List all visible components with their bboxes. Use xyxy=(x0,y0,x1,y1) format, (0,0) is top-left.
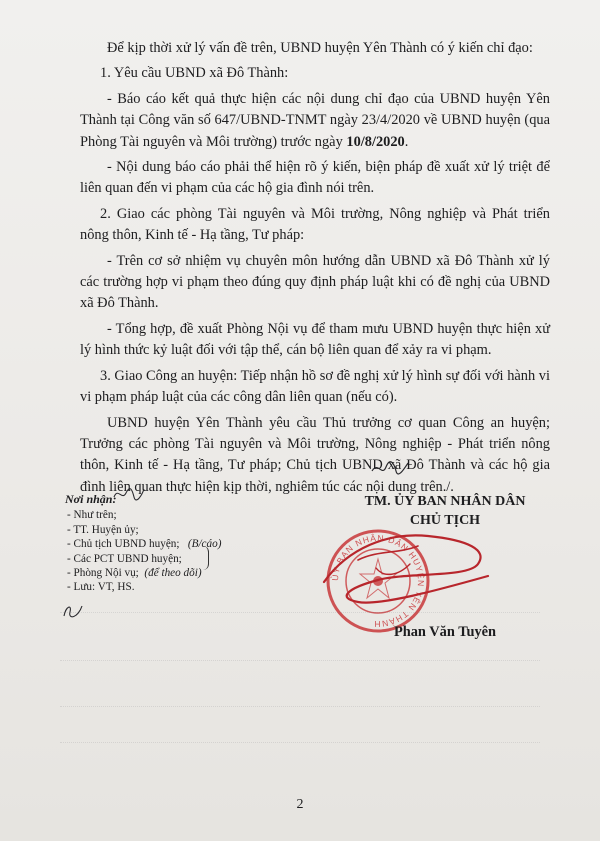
show-through-line xyxy=(60,706,540,707)
show-through-line xyxy=(60,742,540,743)
document-body xyxy=(80,38,550,502)
section-3-heading: 3. Giao Công an huyện: Tiếp nhận hồ sơ đề nghị xử lý hình sự đối với hành vi vi phạm pháp luật của các công dân liên quan (nếu có). xyxy=(80,367,550,406)
recipients-heading: Nơi nhận: xyxy=(65,492,117,506)
section-2-paragraph-1: - Trên cơ sở nhiệm vụ chuyên môn hướng dẫn UBND xã Đô Thành xử lý các trường hợp vi phạm theo đúng quy định pháp luật khi có đề nghị của UBND xã Đô Thành. xyxy=(80,252,550,312)
recipient-item xyxy=(65,566,315,580)
section-1-paragraph-1-end: . xyxy=(404,133,409,150)
recipient-item-label: - Phòng Nội vụ; xyxy=(67,567,139,580)
section-1-paragraph-1-text: - Báo cáo kết quả thực hiện các nội dung chỉ đạo của UBND huyện Yên Thành tại Công văn số 647/UBND-TNMT ngày 23/4/2020 về UBND huyện (qua Phòng Tài nguyên và Môi trường) trước ngày xyxy=(80,90,550,150)
report-note: (B/cáo) xyxy=(187,538,222,551)
recipient-item: - Các PCT UBND huyện; xyxy=(67,552,182,565)
section-2-heading: 2. Giao các phòng Tài nguyên và Môi trường, Nông nghiệp và Phát triển nông thôn, Kinh tế - Hạ tầng, Tư pháp: xyxy=(80,205,550,244)
section-2-paragraph-2: - Tổng hợp, đề xuất Phòng Nội vụ để tham mưu UBND huyện thực hiện xử lý hình thức kỷ luật đối với tập thể, cán bộ liên quan để xảy ra vi phạm. xyxy=(80,320,550,359)
intro-paragraph: Để kịp thời xử lý vấn đề trên, UBND huyện Yên Thành có ý kiến chỉ đạo: xyxy=(107,40,533,56)
recipients-bracket xyxy=(198,546,209,570)
recipient-item: - TT. Huyện ủy; xyxy=(67,523,139,536)
deadline-date: 10/8/2020 xyxy=(346,133,405,150)
recipient-item xyxy=(65,537,315,551)
stamp-text: ỦY BAN NHÂN DÂN HUYỆN YÊN THÀNH xyxy=(329,532,427,630)
show-through-line xyxy=(60,612,540,613)
section-1-paragraph-2: - Nội dung báo cáo phải thể hiện rõ ý kiến, biện pháp đề xuất xử lý triệt để liên quan đến vi phạm của các hộ gia đình nói trên. xyxy=(80,159,550,197)
closing-paragraph: UBND huyện Yên Thành yêu cầu Thủ trưởng cơ quan Công an huyện; Trưởng các phòng Tài nguyên và Môi trường, Nông nghiệp - Phát triển nông thôn, Kinh tế - Hạ tầng, Tư pháp; Chủ tịch UBND xã Đô Thành và các hộ gia đình liên quan thực hiện kịp thời, nghiêm túc các nội dung trên./. xyxy=(80,414,550,495)
page-number: 2 xyxy=(296,797,304,812)
signature-title-line-2: CHỦ TỊCH xyxy=(409,513,481,528)
section-1-heading: 1. Yêu cầu UBND xã Đô Thành: xyxy=(100,65,289,82)
recipient-item: - Lưu: VT, HS. xyxy=(67,581,135,594)
recipient-item-label: - Chủ tịch UBND huyện; xyxy=(67,538,180,551)
show-through-line xyxy=(60,660,540,661)
handwritten-initial-icon xyxy=(370,457,410,479)
signature-title-line-1: TM. ỦY BAN NHÂN DÂN xyxy=(364,494,526,509)
handwritten-signature-icon xyxy=(318,520,498,610)
recipients-list xyxy=(65,492,315,595)
section-1-paragraph-1 xyxy=(80,89,550,153)
archive-initial-icon xyxy=(60,600,86,622)
follow-note: (để theo dõi) xyxy=(144,567,202,580)
signer-name: Phan Văn Tuyên xyxy=(393,624,497,640)
recipient-item: - Như trên; xyxy=(67,509,117,522)
